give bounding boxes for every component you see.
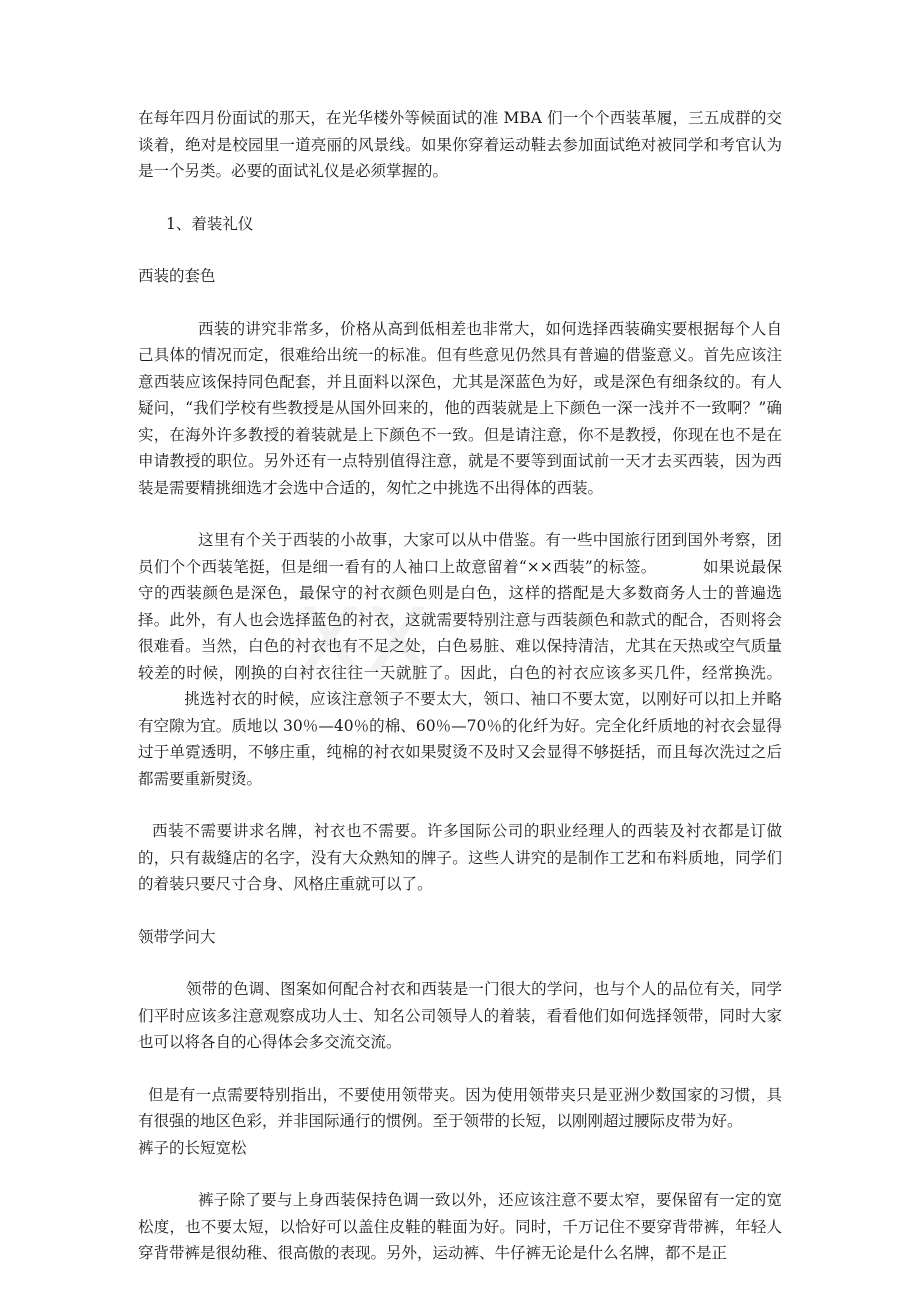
watermark: xx [300,562,436,696]
suit-paragraph-1: 西装的讲究非常多，价格从高到低相差也非常大，如何选择西装确实要根据每个人自己具体的情况而定，很难给出统一的标准。但有些意见仍然具有普遍的借鉴意义。首先应该注意西装应该保持同色配套，并且面料以深色，尤其是深蓝色为好，或是深色有细条纹的。有人疑问，“我们学校有些教授是从国外回来的，他的西装就是上下颜色一深一浅并不一致啊？”确实，在海外许多教授的着装就是上下颜色不一致。但是请注意，你不是教授，你现在也不是在申请教授的职位。另外还有一点特别值得注意，就是不要等到面试前一天才去买西装，因为西装是需要精挑细选才会选中合适的，匆忙之中挑选不出得体的西装。 [138,319,782,497]
intro-paragraph: 在每年四月份面试的那天，在光华楼外等候面试的准 MBA 们一个个西装革履，三五成群的交谈着，绝对是校园里一道亮丽的风景线。如果你穿着运动鞋去参加面试绝对被同学和考官认为是一个另类。必要的面试礼仪是必须掌握的。 [138,109,782,180]
suit-paragraph-2 [138,527,782,792]
subheading-tie: 领带学问大 [138,927,216,946]
subheading-suit-color: 西装的套色 [138,267,216,285]
subheading-pants: 裤子的长短宽松 [138,1138,247,1157]
tie-paragraph-2: 但是有一点需要特别指出，不要使用领带夹。因为使用领带夹只是亚洲少数国家的习惯，具有很强的地区色彩，并非国际通行的惯例。至于领带的长短，以刚刚超过腰际皮带为好。 [138,1085,782,1130]
shirt-color-text: 如果说最保守的西装颜色是深色，最保守的衬衣颜色则是白色，这样的搭配是大多数商务人士的普遍选择。此外，有人也会选择蓝色的衬衣，这就需要特别注意与西装颜色和款式的配合，否则将会很难看。当然，白色的衬衣也有不足之处，白色易脏、难以保持清洁，尤其在天热或空气质量较差的时候，刚换的白衬衣往往一天就脏了。因此，白色的衬衣应该多买几件，经常换洗。 [138,557,782,682]
suit-story-text: 这里有个关于西装的小故事，大家可以从中借鉴。有一些中国旅行团到国外考察，团员们个个西装笔挺，但是细一看有的人袖口上故意留着“××西装”的标签。 [138,531,782,576]
document-body [138,105,782,1267]
suit-paragraph-3: 西装不需要讲求名牌，衬衣也不需要。许多国际公司的职业经理人的西装及衬衣都是订做的，只有裁缝店的名字，没有大众熟知的牌子。这些人讲究的是制作工艺和布料质地，同学们的着装只要尺寸合身、风格庄重就可以了。 [138,822,782,893]
pants-paragraph-1: 裤子除了要与上身西装保持色调一致以外，还应该注意不要太窄，要保留有一定的宽松度，也不要太短，以恰好可以盖住皮鞋的鞋面为好。同时，千万记住不要穿背带裤，年轻人穿背带裤是很幼稚、很高傲的表现。另外，运动裤、牛仔裤无论是什么名牌，都不是正 [138,1191,782,1262]
section-heading-dress-etiquette: 1、着装礼仪 [166,214,254,233]
tie-paragraph-1: 领带的色调、图案如何配合衬衣和西装是一门很大的学问，也与个人的品位有关，同学们平时应该多注意观察成功人士、知名公司领导人的着装，看看他们如何选择领带，同时大家也可以将各自的心得体会多交流交流。 [138,980,782,1051]
shirt-selection-text: 挑选衬衣的时候，应该注意领子不要太大，领口、袖口不要太宽，以刚好可以扣上并略有空隙为宜。质地以 30％—40％的棉、60％—70％的化纤为好。完全化纤质地的衬衣会显得过于单霓透明，不够庄重，纯棉的衬衣如果熨烫不及时又会显得不够挺括，而且每次洗过之后都需要重新熨烫。 [138,690,782,788]
